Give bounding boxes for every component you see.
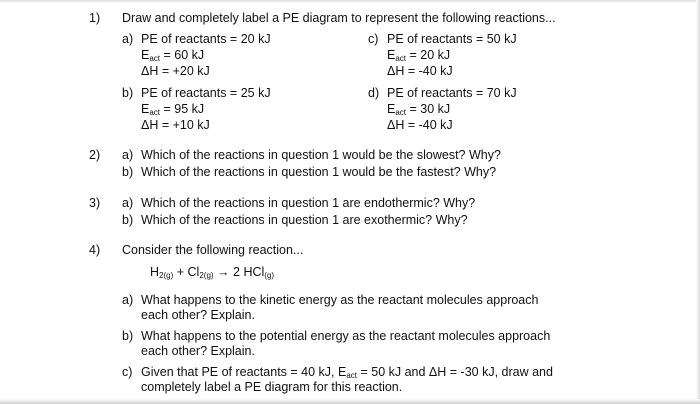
part-letter: a) [122,293,134,307]
reaction-arrow-icon: → [213,265,234,279]
activation-energy-d [387,102,450,116]
question-prompt: Draw and completely label a PE diagram to represent the following reactions... [122,11,556,25]
question-number: 2) [89,148,101,162]
question-3a-text: Which of the reactions in question 1 are endothermic? Why? [141,196,476,210]
question-2b-text: Which of the reactions in question 1 would be the fastest? Why? [141,165,497,179]
eact-value: = 30 kJ [406,102,451,116]
eact-value: = 60 kJ [160,48,205,62]
pe-reactants-c: PE of reactants = 50 kJ [387,32,517,46]
part-letter: a) [122,148,134,162]
question-4c-line2: completely label a PE diagram for this reaction. [141,380,403,394]
activation-energy-a [141,48,204,62]
question-number: 3) [89,196,101,210]
question-number: 1) [89,11,101,25]
part-letter: c) [122,365,133,379]
page-bottom-shadow [0,399,700,404]
pe-reactants-d: PE of reactants = 70 kJ [387,86,517,100]
pe-reactants-b: PE of reactants = 25 kJ [141,86,271,100]
part-letter: b) [122,213,134,227]
plus-sign: + [173,265,188,279]
text-segment: Given that PE of reactants = 40 kJ, E [141,365,347,379]
chlorine-formula: Cl [187,265,200,279]
eact-subscript: act [395,54,407,63]
hydrogen-formula: H [150,265,160,279]
eact-value: = 20 kJ [406,48,451,62]
eact-value: = 95 kJ [160,102,205,116]
chlorine-subscript: 2(g) [199,271,214,280]
part-letter: b) [122,165,134,179]
question-number: 4) [89,243,101,257]
question-4c-line1 [141,365,553,379]
question-3b-text: Which of the reactions in question 1 are exothermic? Why? [141,213,468,227]
question-4b-line1: What happens to the potential energy as the reactant molecules approach [141,329,551,343]
eact-subscript: act [149,108,161,117]
part-letter: c) [368,32,379,46]
text-segment: = 50 kJ and ΔH = -30 kJ, draw and [357,365,553,379]
page-right-shadow [696,0,700,404]
question-prompt: Consider the following reaction... [122,243,304,257]
eact-symbol: E [387,102,396,116]
hydrogen-subscript: 2(g) [159,271,174,280]
chemical-equation [150,265,274,279]
page-top-shadow [0,0,700,3]
delta-h-b: ΔH = +10 kJ [141,118,210,132]
part-letter: a) [122,196,134,210]
activation-energy-b [141,102,204,116]
pe-reactants-a: PE of reactants = 20 kJ [141,32,271,46]
eact-symbol: E [141,102,150,116]
delta-h-a: ΔH = +20 kJ [141,64,210,78]
delta-h-c: ΔH = -40 kJ [387,64,453,78]
hcl-formula: 2 HCl [233,265,265,279]
part-letter: b) [122,86,134,100]
question-4b-line2: each other? Explain. [141,344,255,358]
part-letter: a) [122,32,134,46]
delta-h-d: ΔH = -40 kJ [387,118,453,132]
part-letter: d) [368,86,380,100]
eact-subscript: act [395,108,407,117]
hcl-subscript: (g) [264,271,275,280]
eact-subscript: act [346,371,357,380]
part-letter: b) [122,329,134,343]
eact-symbol: E [141,48,150,62]
question-2a-text: Which of the reactions in question 1 would be the slowest? Why? [141,148,501,162]
eact-symbol: E [387,48,396,62]
question-4a-line1: What happens to the kinetic energy as the reactant molecules approach [141,293,539,307]
eact-subscript: act [149,54,161,63]
activation-energy-c [387,48,450,62]
question-4a-line2: each other? Explain. [141,308,255,322]
